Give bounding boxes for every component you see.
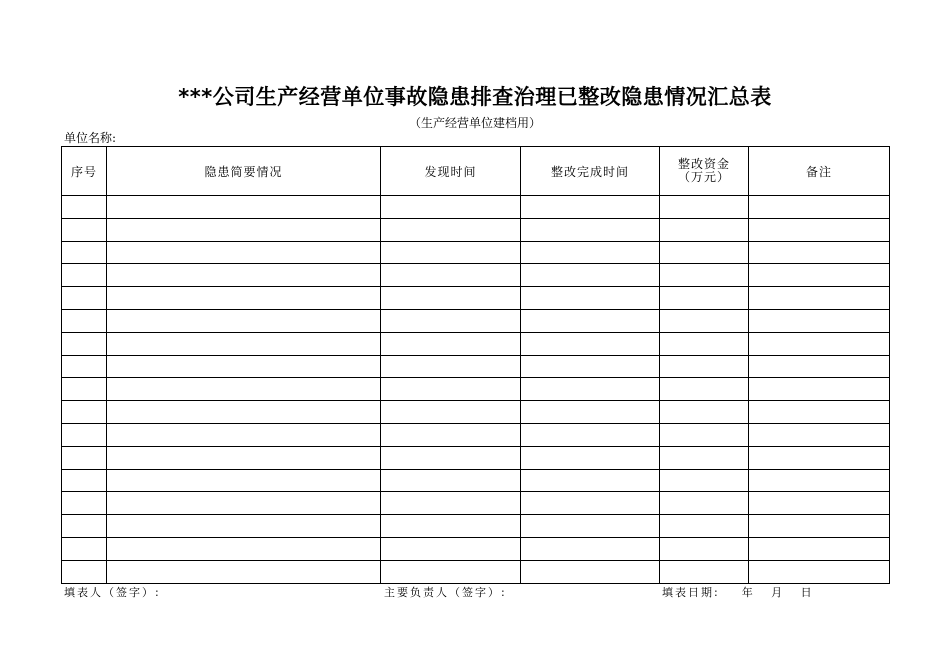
- found-time-cell[interactable]: [381, 378, 521, 401]
- funds-cell[interactable]: [660, 287, 749, 310]
- seq-cell[interactable]: [62, 218, 107, 241]
- header-funds: [660, 147, 749, 196]
- footer-date: 填表日期: 年 月 日: [662, 586, 814, 599]
- description-cell[interactable]: [107, 492, 381, 515]
- completion-time-cell[interactable]: [521, 446, 660, 469]
- remarks-cell[interactable]: [749, 218, 890, 241]
- table-row: [62, 537, 890, 560]
- found-time-cell[interactable]: [381, 309, 521, 332]
- remarks-cell[interactable]: [749, 537, 890, 560]
- form-subtitle: （生产经营单位建档用）: [408, 116, 541, 130]
- funds-cell[interactable]: [660, 446, 749, 469]
- completion-time-cell[interactable]: [521, 401, 660, 424]
- description-cell[interactable]: [107, 241, 381, 264]
- seq-cell[interactable]: [62, 515, 107, 538]
- funds-cell[interactable]: [660, 469, 749, 492]
- seq-cell[interactable]: [62, 196, 107, 219]
- found-time-cell[interactable]: [381, 401, 521, 424]
- funds-cell[interactable]: [660, 560, 749, 583]
- completion-time-cell[interactable]: [521, 423, 660, 446]
- description-cell[interactable]: [107, 401, 381, 424]
- remarks-cell[interactable]: [749, 287, 890, 310]
- hazard-summary-table: [61, 146, 890, 584]
- description-cell[interactable]: [107, 264, 381, 287]
- seq-cell[interactable]: [62, 560, 107, 583]
- found-time-cell[interactable]: [381, 492, 521, 515]
- header-description: 隐患简要情况: [107, 147, 381, 196]
- footer-principal: 主要负责人（签字）:: [384, 586, 507, 599]
- header-found-time: 发现时间: [381, 147, 521, 196]
- table-row: [62, 196, 890, 219]
- remarks-cell[interactable]: [749, 469, 890, 492]
- unit-name-label: 单位名称:: [64, 131, 117, 145]
- table-row: [62, 218, 890, 241]
- remarks-cell[interactable]: [749, 423, 890, 446]
- header-seq: 序号: [62, 147, 107, 196]
- found-time-cell[interactable]: [381, 196, 521, 219]
- footer-filler: 填表人（签字）:: [64, 586, 161, 599]
- table-row: [62, 332, 890, 355]
- completion-time-cell[interactable]: [521, 287, 660, 310]
- funds-cell[interactable]: [660, 515, 749, 538]
- completion-time-cell[interactable]: [521, 241, 660, 264]
- funds-cell[interactable]: [660, 378, 749, 401]
- description-cell[interactable]: [107, 218, 381, 241]
- description-cell[interactable]: [107, 560, 381, 583]
- description-cell[interactable]: [107, 446, 381, 469]
- table-header-row: [62, 147, 890, 196]
- description-cell[interactable]: [107, 196, 381, 219]
- found-time-cell[interactable]: [381, 355, 521, 378]
- header-funds-line2: （万元）: [677, 170, 730, 184]
- remarks-cell[interactable]: [749, 515, 890, 538]
- seq-cell[interactable]: [62, 241, 107, 264]
- table-row: [62, 241, 890, 264]
- description-cell[interactable]: [107, 537, 381, 560]
- header-remarks: 备注: [749, 147, 890, 196]
- completion-time-cell[interactable]: [521, 515, 660, 538]
- table-body: [62, 196, 890, 584]
- seq-cell[interactable]: [62, 537, 107, 560]
- remarks-cell[interactable]: [749, 492, 890, 515]
- header-funds-line1: 整改资金: [677, 157, 730, 171]
- seq-cell[interactable]: [62, 401, 107, 424]
- found-time-cell[interactable]: [381, 560, 521, 583]
- funds-cell[interactable]: [660, 537, 749, 560]
- funds-cell[interactable]: [660, 309, 749, 332]
- description-cell[interactable]: [107, 469, 381, 492]
- table-row: [62, 492, 890, 515]
- found-time-cell[interactable]: [381, 264, 521, 287]
- completion-time-cell[interactable]: [521, 492, 660, 515]
- table-row: [62, 401, 890, 424]
- found-time-cell[interactable]: [381, 423, 521, 446]
- found-time-cell[interactable]: [381, 287, 521, 310]
- description-cell[interactable]: [107, 309, 381, 332]
- funds-cell[interactable]: [660, 423, 749, 446]
- remarks-cell[interactable]: [749, 241, 890, 264]
- seq-cell[interactable]: [62, 423, 107, 446]
- remarks-cell[interactable]: [749, 560, 890, 583]
- completion-time-cell[interactable]: [521, 332, 660, 355]
- header-completion-time: 整改完成时间: [521, 147, 660, 196]
- funds-cell[interactable]: [660, 196, 749, 219]
- table-row: [62, 309, 890, 332]
- seq-cell[interactable]: [62, 492, 107, 515]
- completion-time-cell[interactable]: [521, 378, 660, 401]
- seq-cell[interactable]: [62, 355, 107, 378]
- table-row: [62, 515, 890, 538]
- description-cell[interactable]: [107, 287, 381, 310]
- funds-cell[interactable]: [660, 241, 749, 264]
- description-cell[interactable]: [107, 332, 381, 355]
- funds-cell[interactable]: [660, 332, 749, 355]
- completion-time-cell[interactable]: [521, 355, 660, 378]
- found-time-cell[interactable]: [381, 515, 521, 538]
- table-row: [62, 378, 890, 401]
- seq-cell[interactable]: [62, 264, 107, 287]
- description-cell[interactable]: [107, 355, 381, 378]
- completion-time-cell[interactable]: [521, 264, 660, 287]
- completion-time-cell[interactable]: [521, 218, 660, 241]
- found-time-cell[interactable]: [381, 537, 521, 560]
- funds-cell[interactable]: [660, 401, 749, 424]
- table-row: [62, 469, 890, 492]
- seq-cell[interactable]: [62, 378, 107, 401]
- remarks-cell[interactable]: [749, 309, 890, 332]
- funds-cell[interactable]: [660, 264, 749, 287]
- seq-cell[interactable]: [62, 446, 107, 469]
- seq-cell[interactable]: [62, 332, 107, 355]
- seq-cell[interactable]: [62, 469, 107, 492]
- funds-cell[interactable]: [660, 355, 749, 378]
- found-time-cell[interactable]: [381, 446, 521, 469]
- remarks-cell[interactable]: [749, 446, 890, 469]
- description-cell[interactable]: [107, 378, 381, 401]
- seq-cell[interactable]: [62, 287, 107, 310]
- table-row: [62, 287, 890, 310]
- remarks-cell[interactable]: [749, 332, 890, 355]
- table-row: [62, 423, 890, 446]
- description-cell[interactable]: [107, 515, 381, 538]
- remarks-cell[interactable]: [749, 264, 890, 287]
- funds-cell[interactable]: [660, 218, 749, 241]
- completion-time-cell[interactable]: [521, 537, 660, 560]
- found-time-cell[interactable]: [381, 332, 521, 355]
- completion-time-cell[interactable]: [521, 469, 660, 492]
- form-title: ***公司生产经营单位事故隐患排查治理已整改隐患情况汇总表: [178, 85, 772, 109]
- remarks-cell[interactable]: [749, 355, 890, 378]
- description-cell[interactable]: [107, 423, 381, 446]
- table-row: [62, 560, 890, 583]
- funds-cell[interactable]: [660, 492, 749, 515]
- completion-time-cell[interactable]: [521, 309, 660, 332]
- remarks-cell[interactable]: [749, 196, 890, 219]
- completion-time-cell[interactable]: [521, 560, 660, 583]
- found-time-cell[interactable]: [381, 469, 521, 492]
- remarks-cell[interactable]: [749, 401, 890, 424]
- seq-cell[interactable]: [62, 309, 107, 332]
- found-time-cell[interactable]: [381, 218, 521, 241]
- table-row: [62, 446, 890, 469]
- completion-time-cell[interactable]: [521, 196, 660, 219]
- remarks-cell[interactable]: [749, 378, 890, 401]
- found-time-cell[interactable]: [381, 241, 521, 264]
- table-row: [62, 355, 890, 378]
- table-row: [62, 264, 890, 287]
